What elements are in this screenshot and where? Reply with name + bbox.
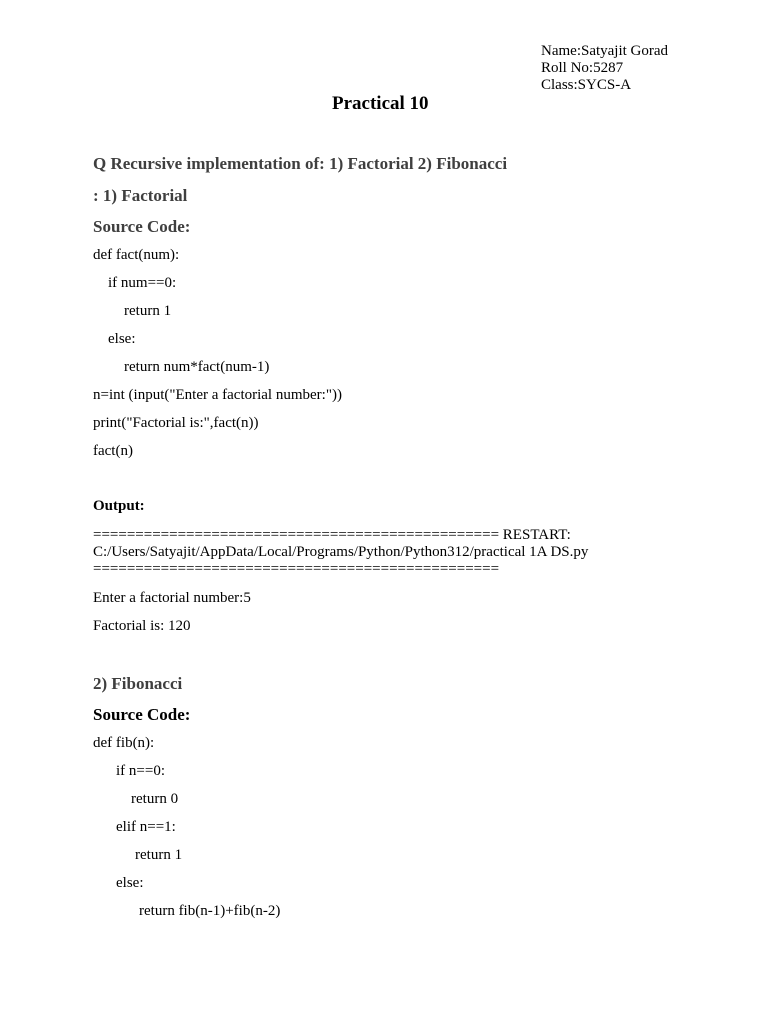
student-name: Name:Satyajit Gorad [541,43,669,59]
factorial-code-line: print("Factorial is:",fact(n)) [93,415,259,431]
output-line: Enter a factorial number:5 [93,590,251,606]
fibonacci-code-line: def fib(n): [93,735,155,751]
fibonacci-heading: 2) Fibonacci [93,674,183,693]
factorial-code-line: return num*fact(num-1) [124,359,270,375]
factorial-code-line: fact(n) [93,443,133,459]
fibonacci-code-line: return fib(n-1)+fib(n-2) [139,903,281,919]
fibonacci-code-line: if n==0: [116,763,165,779]
class-info: Class:SYCS-A [541,77,632,93]
fibonacci-code-line: return 1 [135,847,183,863]
fibonacci-code-line: elif n==1: [116,819,176,835]
question-heading: Q Recursive implementation of: 1) Factorial 2) Fibonacci [93,154,508,173]
factorial-heading: : 1) Factorial [93,186,188,205]
output-line: ================================================ [93,561,500,577]
factorial-code-line: else: [108,331,136,347]
roll-number: Roll No:5287 [541,60,624,76]
output-line: C:/Users/Satyajit/AppData/Local/Programs/Python/Python312/practical 1A DS.py [93,544,589,560]
output-line: ================================================ RESTART: [93,527,571,543]
factorial-code-line: if num==0: [108,275,177,291]
fibonacci-code-line: return 0 [131,791,179,807]
output-line: Factorial is: 120 [93,618,191,634]
factorial-code-line: def fact(num): [93,247,180,263]
factorial-code-line: return 1 [124,303,172,319]
factorial-code-line: n=int (input("Enter a factorial number:")) [93,387,342,403]
fibonacci-source-label: Source Code: [93,705,191,724]
page-title: Practical 10 [332,93,429,114]
fibonacci-code-line: else: [116,875,144,891]
output-label: Output: [93,498,145,514]
factorial-source-label: Source Code: [93,217,191,236]
